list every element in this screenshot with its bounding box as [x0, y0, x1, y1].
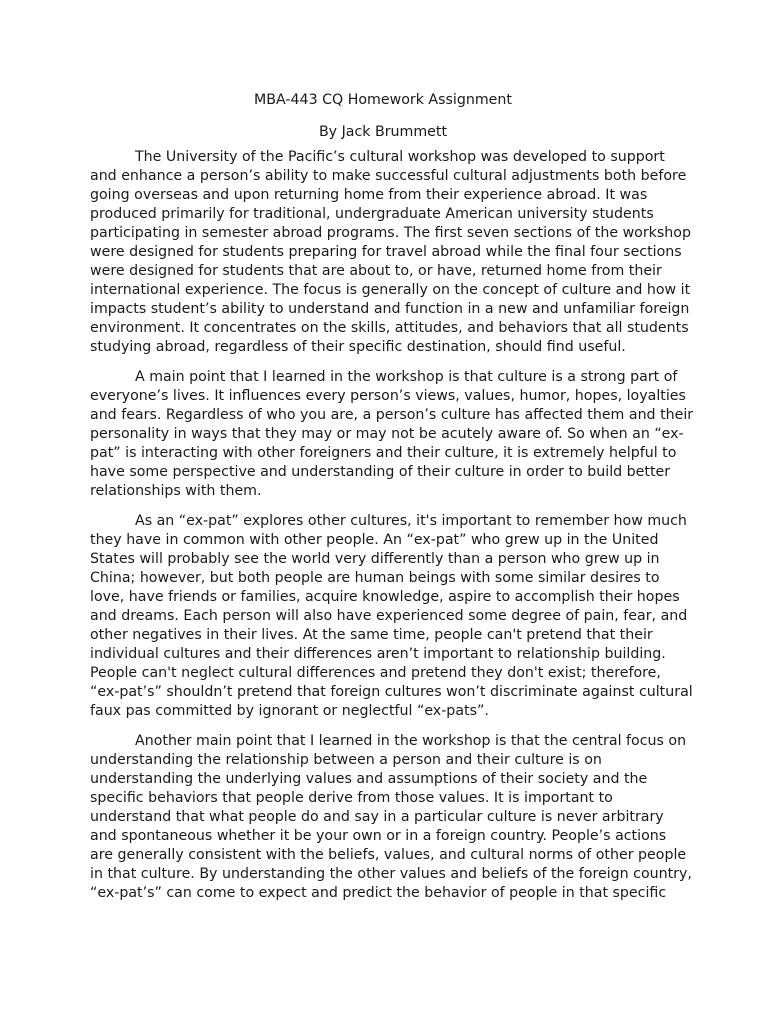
text-line: international experience. The focus is generally on the concept of culture and how it: [90, 282, 691, 298]
text-line: individual cultures and their differences aren’t important to relationship building.: [90, 646, 666, 662]
text-line: personality in ways that they may or may not be acutely aware of. So when an “ex-: [90, 426, 684, 442]
text-line: and enhance a person’s ability to make successful cultural adjustments both before: [90, 168, 687, 184]
text-line: were designed for students preparing for travel abroad while the final four sections: [90, 244, 682, 260]
text-line: “ex-pat’s” can come to expect and predict the behavior of people in that specific: [90, 885, 667, 901]
text-line: China; however, but both people are human beings with some similar desires to: [90, 570, 660, 586]
paragraph-1: [90, 148, 691, 357]
text-line: participating in semester abroad programs. The first seven sections of the workshop: [90, 225, 691, 241]
document-title: MBA-443 CQ Homework Assignment: [254, 92, 512, 108]
text-line: produced primarily for traditional, undergraduate American university students: [90, 206, 654, 222]
paragraph-3: [90, 512, 693, 721]
text-line: environment. It concentrates on the skills, attitudes, and behaviors that all students: [90, 320, 689, 336]
text-line: faux pas committed by ignorant or neglectful “ex-pats”.: [90, 703, 489, 719]
text-line: other negatives in their lives. At the same time, people can't pretend that their: [90, 627, 653, 643]
text-line: and fears. Regardless of who you are, a person’s culture has affected them and their: [90, 407, 694, 423]
document-page: [90, 90, 694, 914]
text-line: impacts student’s ability to understand and function in a new and unfamiliar foreign: [90, 301, 690, 317]
text-line: love, have friends or families, acquire knowledge, aspire to accomplish their hopes: [90, 589, 680, 605]
text-line: have some perspective and understanding of their culture in order to build better: [90, 464, 671, 480]
text-line: everyone’s lives. It influences every person’s views, values, humor, hopes, loyalties: [90, 388, 686, 404]
text-line: A main point that I learned in the workshop is that culture is a strong part of: [135, 369, 678, 385]
text-line: As an “ex-pat” explores other cultures, it's important to remember how much: [135, 513, 687, 529]
text-line: The University of the Pacific’s cultural workshop was developed to support: [135, 149, 665, 165]
text-line: and dreams. Each person will also have experienced some degree of pain, fear, and: [90, 608, 688, 624]
text-line: were designed for students that are about to, or have, returned home from their: [90, 263, 662, 279]
text-line: studying abroad, regardless of their specific destination, should find useful.: [90, 339, 626, 355]
text-line: Another main point that I learned in the workshop is that the central focus on: [135, 733, 687, 749]
text-line: they have in common with other people. An “ex-pat” who grew up in the United: [90, 532, 659, 548]
text-line: pat” is interacting with other foreigners and their culture, it is extremely helpful to: [90, 445, 677, 461]
text-line: understand that what people do and say in a particular culture is never arbitrary: [90, 809, 664, 825]
text-line: People can't neglect cultural differences and pretend they don't exist; therefore,: [90, 665, 661, 681]
text-line: specific behaviors that people derive from those values. It is important to: [90, 790, 613, 806]
text-line: understanding the relationship between a person and their culture is on: [90, 752, 602, 768]
paragraph-4: [90, 732, 692, 903]
text-line: relationships with them.: [90, 483, 262, 499]
text-line: understanding the underlying values and assumptions of their society and the: [90, 771, 648, 787]
text-line: “ex-pat’s” shouldn’t pretend that foreign cultures won’t discriminate against cultural: [90, 684, 693, 700]
text-line: going overseas and upon returning home from their experience abroad. It was: [90, 187, 648, 203]
document-author: By Jack Brummett: [318, 124, 448, 140]
text-line: in that culture. By understanding the other values and beliefs of the foreign country,: [90, 866, 692, 882]
text-line: and spontaneous whether it be your own or in a foreign country. People’s actions: [90, 828, 667, 844]
paragraph-2: [90, 368, 694, 501]
text-line: are generally consistent with the beliefs, values, and cultural norms of other people: [90, 847, 687, 863]
text-line: States will probably see the world very differently than a person who grew up in: [90, 551, 660, 567]
